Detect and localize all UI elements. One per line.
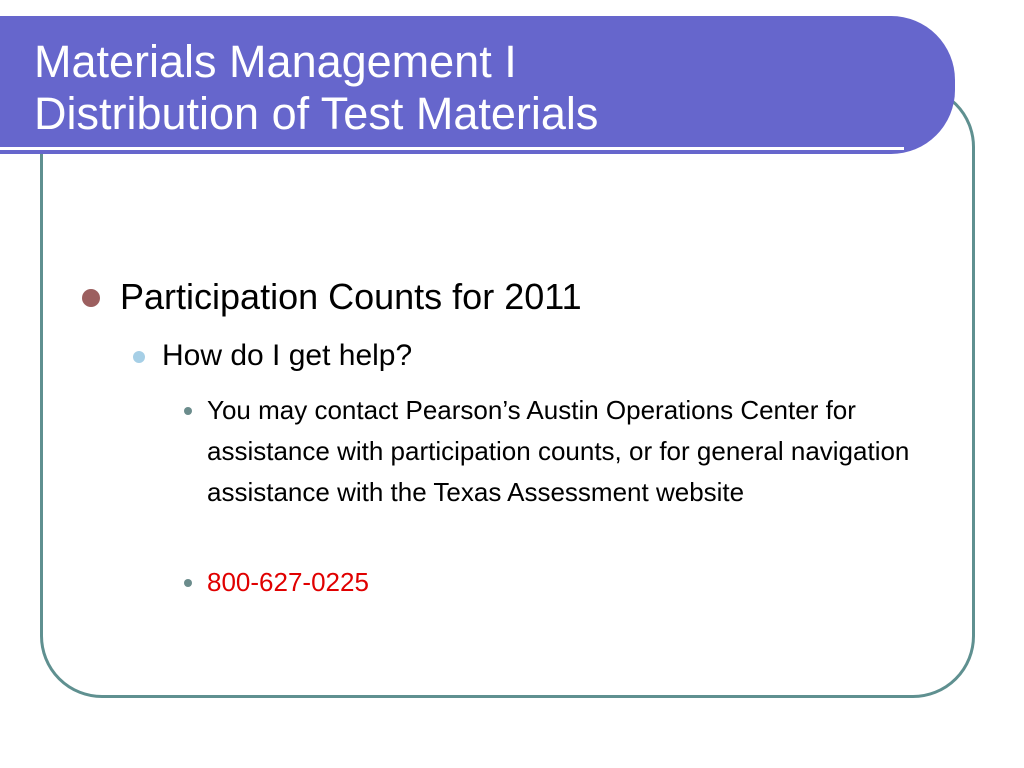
bullet-dot-icon	[133, 351, 145, 363]
slide-title	[34, 36, 598, 140]
bullet-dot-icon	[184, 407, 192, 415]
title-line-1: Materials Management I	[34, 36, 517, 87]
title-underline	[0, 147, 904, 150]
bullet-dot-icon	[184, 579, 192, 587]
bullet-level2-text: How do I get help?	[162, 339, 413, 372]
title-banner	[0, 16, 955, 154]
bullet-level3-contact-text: You may contact Pearson’s Austin Operations Center for assistance with participation counts, or for general navigation assistance with the Texas Assessment website	[207, 395, 910, 507]
phone-number: 800-627-0225	[207, 567, 369, 597]
bullet-dot-icon	[82, 289, 100, 307]
bullet-level1-text: Participation Counts for 2011	[120, 276, 582, 317]
title-line-2: Distribution of Test Materials	[34, 88, 599, 139]
